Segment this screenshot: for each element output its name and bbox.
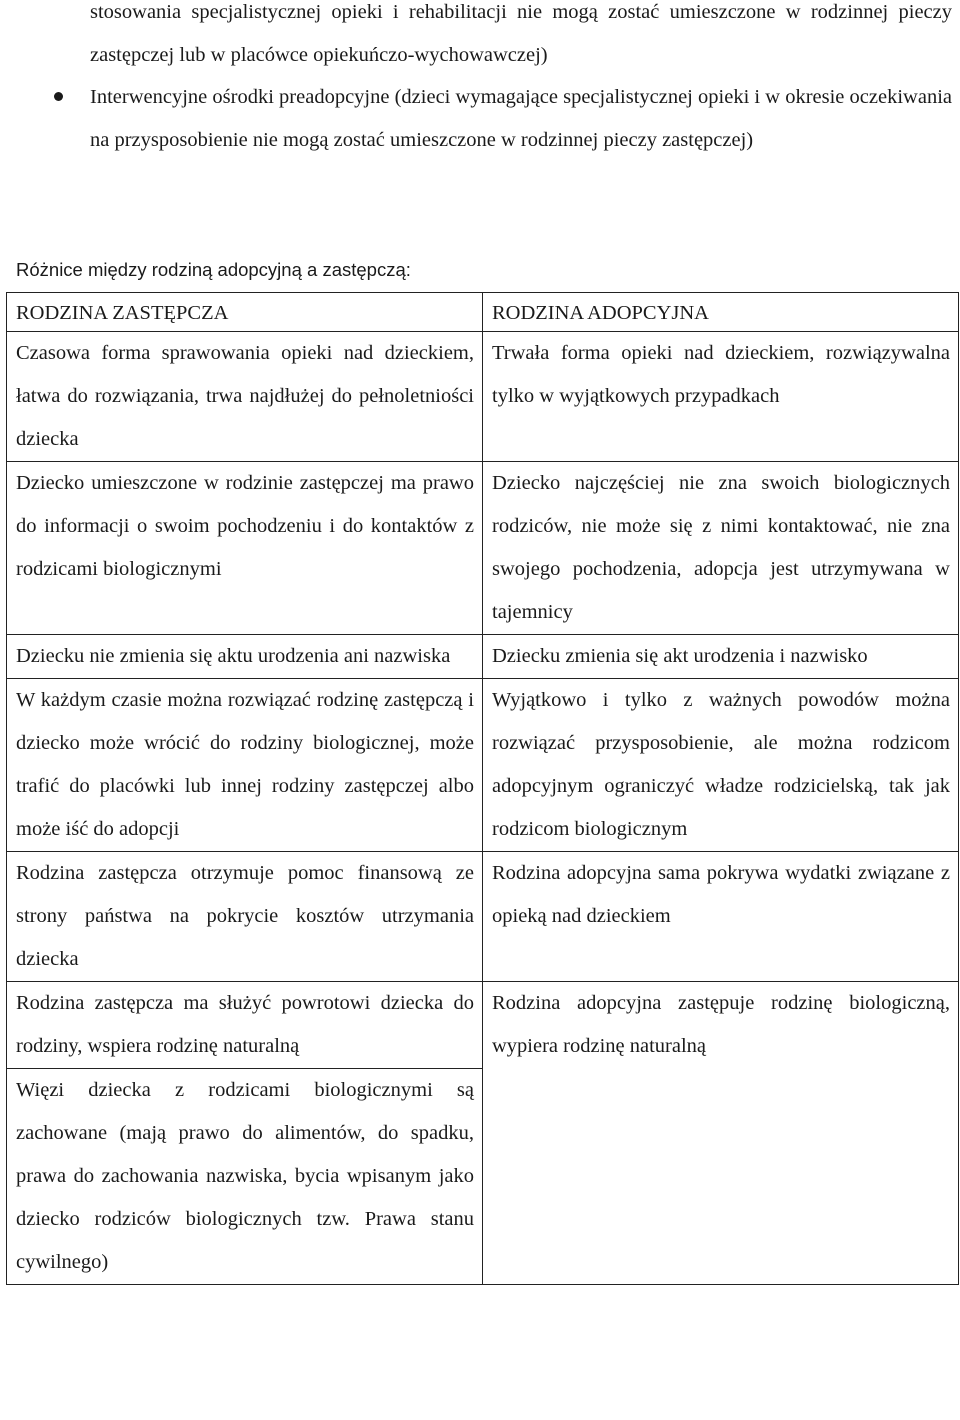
foster-cell: Więzi dziecka z rodzicami biologicznymi są zachowane (mają prawo do alimentów, do spadku, prawa do zachowania nazwiska, bycia wpisanym jako dziecko rodziców biologicznych tzw. Prawa stanu cywilnego) [7, 1069, 483, 1285]
adoptive-cell: Rodzina adopcyjna zastępuje rodzinę biologiczną, wypiera rodzinę naturalną [483, 982, 959, 1285]
adoptive-cell: Dziecku zmienia się akt urodzenia i nazwisko [483, 635, 959, 679]
header-cell-adoptive: RODZINA ADOPCYJNA [483, 293, 959, 332]
adoptive-cell: Trwała forma opieki nad dzieckiem, rozwiązywalna tylko w wyjątkowych przypadkach [483, 332, 959, 462]
adoptive-cell: Wyjątkowo i tylko z ważnych powodów można rozwiązać przysposobienie, ale można rodzicom adopcyjnym ograniczyć władze rodzicielską, tak jak rodzicom biologicznym [483, 679, 959, 852]
foster-cell: Rodzina zastępcza otrzymuje pomoc finansową ze strony państwa na pokrycie kosztów utrzymania dziecka [7, 852, 483, 982]
table-row [7, 462, 959, 635]
adoptive-cell: Rodzina adopcyjna sama pokrywa wydatki związane z opieką nad dzieckiem [483, 852, 959, 982]
header-cell-foster: RODZINA ZASTĘPCZA [7, 293, 483, 332]
table-row [7, 852, 959, 982]
foster-cell: Dziecko umieszczone w rodzinie zastępczej ma prawo do informacji o swoim pochodzeniu i do kontaktów z rodzicami biologicznymi [7, 462, 483, 635]
table-row [7, 679, 959, 852]
intro-continuation: stosowania specjalistycznej opieki i rehabilitacji nie mogą zostać umieszczone w rodzinnej pieczy zastępczej lub w placówce opiekuńczo-wychowawczej) [90, 1, 952, 66]
table-row [7, 635, 959, 679]
section-subheading: Różnice między rodziną adopcyjną a zastępczą: [16, 259, 411, 280]
table-row [7, 982, 959, 1069]
foster-cell: Dziecku nie zmienia się aktu urodzenia ani nazwiska [7, 635, 483, 679]
foster-cell: Rodzina zastępcza ma służyć powrotowi dziecka do rodziny, wspiera rodzinę naturalną [7, 982, 483, 1069]
bullet-icon [54, 92, 63, 101]
bullet-item: Interwencyjne ośrodki preadopcyjne (dzieci wymagające specjalistycznej opieki i w okresie oczekiwania na przysposobienie nie mogą zostać umieszczone w rodzinnej pieczy zastępczej) [90, 86, 952, 151]
foster-cell: W każdym czasie można rozwiązać rodzinę zastępczą i dziecko może wrócić do rodziny biologicznej, może trafić do placówki lub innej rodziny zastępczej albo może iść do adopcji [7, 679, 483, 852]
foster-cell: Czasowa forma sprawowania opieki nad dzieckiem, łatwa do rozwiązania, trwa najdłużej do pełnoletniości dziecka [7, 332, 483, 462]
table-header-row [7, 293, 959, 332]
comparison-table [6, 292, 959, 1285]
table-row [7, 332, 959, 462]
adoptive-cell: Dziecko najczęściej nie zna swoich biologicznych rodziców, nie może się z nimi kontaktować, nie zna swojego pochodzenia, adopcja jest utrzymywana w tajemnicy [483, 462, 959, 635]
